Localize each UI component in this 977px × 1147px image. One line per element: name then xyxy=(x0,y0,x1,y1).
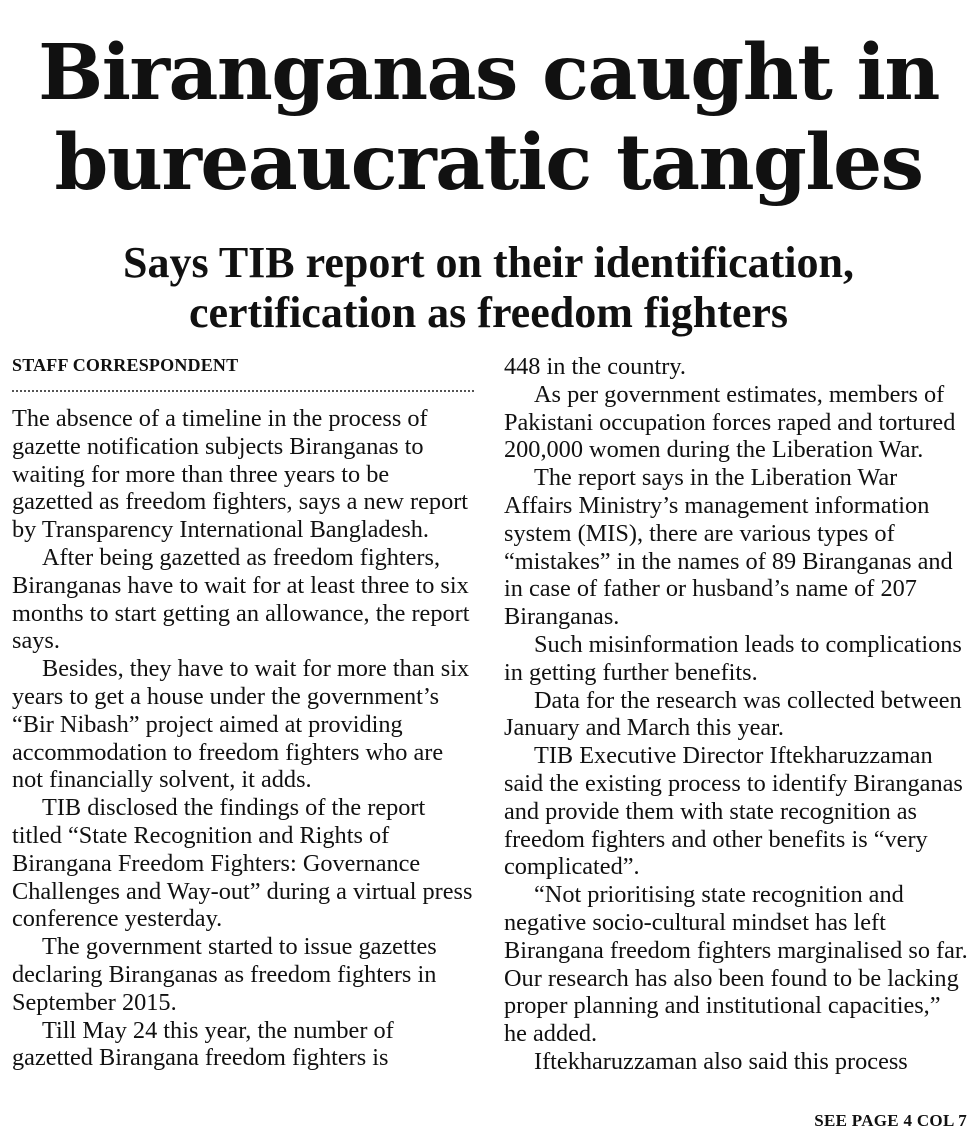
subhead-line-2: certification as freedom fighters xyxy=(188,288,789,337)
subheadline xyxy=(0,238,977,338)
paragraph-continued: 448 in the country. xyxy=(504,353,686,380)
paragraph: Besides, they have to wait for more than six years to get a house under the government’s “Bir Nibash” project aimed at providing accommodation to freedom fighters who are not financially solvent, it adds. xyxy=(12,655,470,794)
paragraph: Till May 24 this year, the number of gazetted Birangana freedom fighters is xyxy=(12,1016,394,1072)
headline-line-2: bureaucratic tangles xyxy=(54,118,923,208)
paragraph: Data for the research was collected between January and March this year. xyxy=(504,686,962,742)
paragraph: After being gazetted as freedom fighters, Biranganas have to wait for at least three to six months to start getting an allowance, the report says. xyxy=(12,543,470,655)
article-column-right xyxy=(504,353,968,1076)
paragraph: Iftekharuzzaman also said this process xyxy=(534,1047,908,1075)
paragraph: The government started to issue gazettes declaring Biranganas as freedom fighters in September 2015. xyxy=(12,933,437,1016)
paragraph: The report says in the Liberation War Affairs Ministry’s management information system (MIS), there are various types of “mistakes” in the names of 89 Biranganas and in case of father or husband’s name of 207 Biranganas. xyxy=(504,464,953,631)
byline: STAFF CORRESPONDENT xyxy=(12,355,474,392)
paragraph: TIB disclosed the findings of the report titled “State Recognition and Rights of Birangana Freedom Fighters: Governance Challenges and Way-out” during a virtual press conference yesterday. xyxy=(12,794,473,933)
paragraph: The absence of a timeline in the process of gazette notification subjects Biranganas to waiting for more than three years to be gazetted as freedom fighters, says a new report by Transparency International Bangladesh. xyxy=(12,405,469,544)
subhead-line-1: Says TIB report on their identification, xyxy=(123,238,854,287)
headline xyxy=(0,28,977,208)
paragraph: As per government estimates, members of Pakistani occupation forces raped and tortured 200,000 women during the Liberation War. xyxy=(504,380,956,464)
continuation-jump-line: SEE PAGE 4 COL 7 xyxy=(814,1111,967,1130)
paragraph: TIB Executive Director Iftekharuzzaman said the existing process to identify Biranganas and provide them with state recognition as freedom fighters and other benefits is “very complicated”. xyxy=(504,742,963,881)
paragraph: “Not prioritising state recognition and negative socio-cultural mindset has left Birangana freedom fighters marginalised so far. Our research has also been found to be lacking proper planning and institutional capacities,” he added. xyxy=(504,881,968,1048)
headline-line-1: Biranganas caught in xyxy=(38,28,939,118)
paragraph: Such misinformation leads to complications in getting further benefits. xyxy=(504,630,962,686)
article-column-left xyxy=(12,405,474,1072)
